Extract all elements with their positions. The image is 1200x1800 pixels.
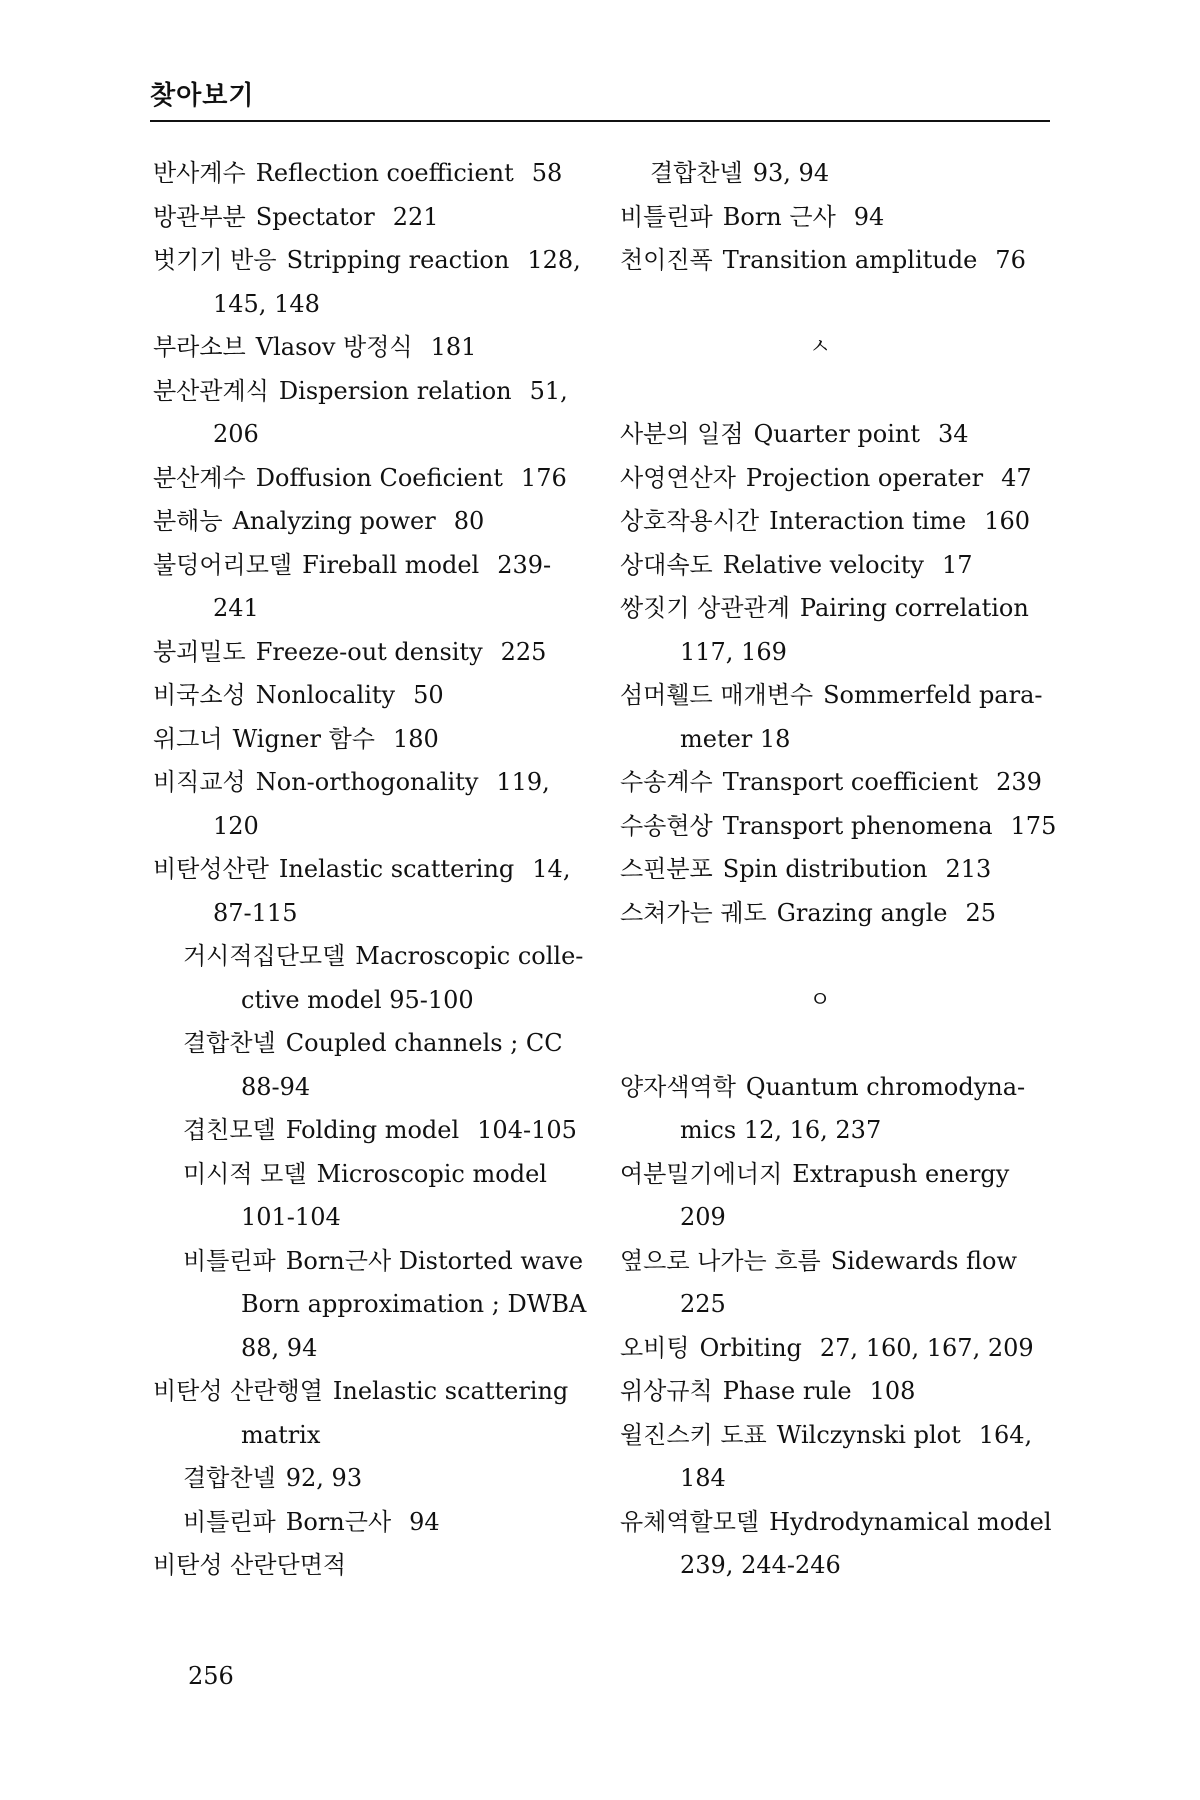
index-entry-continuation: Born approximation ; DWBA — [241, 1290, 587, 1318]
section-spacer — [620, 283, 1050, 327]
index-entry-continuation: 87-115 — [213, 898, 298, 927]
index-term-korean: 비탄성 산란행열 — [153, 1377, 323, 1405]
index-term-english: Wigner 함수 — [232, 724, 375, 753]
index-column-left — [153, 152, 603, 1588]
index-pages: 47 — [1001, 463, 1032, 492]
index-term-english: Phase rule — [722, 1377, 852, 1405]
index-entry — [153, 500, 603, 544]
index-entry — [620, 1501, 1050, 1545]
index-entry — [620, 1153, 1050, 1197]
index-term-english: Vlasov 방정식 — [255, 333, 413, 361]
index-term-english: Orbiting — [699, 1333, 802, 1362]
section-spacer — [620, 370, 1050, 414]
index-entry — [620, 1066, 1050, 1110]
section-spacer — [620, 935, 1050, 979]
index-term-korean: 방관부분 — [153, 202, 246, 231]
index-term-english: Reflection coefficient — [255, 159, 514, 187]
index-pages: 17 — [941, 550, 973, 579]
index-entry-continuation: 239, 244-246 — [680, 1551, 841, 1579]
index-term-english: Hydrodynamical model — [769, 1507, 1052, 1536]
index-term-english: Born 근사 — [722, 202, 836, 231]
index-term-english: Quantum chromodyna- — [745, 1072, 1026, 1101]
index-term-english: Born근사 Distorted wave — [285, 1246, 584, 1275]
index-term-korean: 겹친모델 — [183, 1116, 276, 1144]
index-term-english: Extrapush energy — [792, 1159, 1010, 1188]
index-pages: 50 — [413, 681, 444, 709]
index-entry — [620, 674, 1050, 718]
index-pages: 34 — [938, 420, 969, 448]
index-term-korean: 쌍짓기 상관관계 — [620, 594, 790, 622]
index-term-english: Interaction time — [769, 507, 967, 535]
index-pages: 164, — [978, 1420, 1033, 1449]
index-entry-continuation: 101-104 — [241, 1203, 341, 1231]
index-term-korean: 비틀린파 — [183, 1507, 276, 1536]
index-entry — [620, 892, 1050, 936]
section-heading: ㅇ — [809, 987, 831, 1013]
index-term-korean: 비탄성 산란단면적 — [153, 1551, 347, 1579]
index-entry — [153, 544, 603, 588]
index-pages: 181 — [430, 333, 477, 361]
index-entry — [620, 413, 1050, 457]
index-term-english: Projection operater — [745, 463, 984, 492]
index-entry-continuation: ctive model 95-100 — [241, 985, 474, 1014]
index-term-korean: 분해능 — [153, 507, 223, 535]
index-term-korean: 벗기기 반응 — [153, 246, 277, 274]
index-entry-continuation: 88-94 — [241, 1072, 311, 1101]
index-pages: 239 — [996, 768, 1042, 796]
index-entry — [153, 152, 603, 196]
index-term-korean: 윌진스키 도표 — [620, 1420, 767, 1449]
index-entry — [153, 326, 603, 370]
index-entry-continuation: 145, 148 — [213, 289, 320, 318]
index-term-english: Spin distribution — [722, 855, 928, 883]
index-term-english: Folding model — [285, 1116, 460, 1144]
index-entry — [153, 1370, 603, 1414]
index-term-english: Fireball model — [302, 550, 480, 579]
index-term-korean: 결합찬넬 — [183, 1029, 276, 1057]
index-term-english: Macroscopic colle- — [355, 942, 584, 970]
index-pages: 213 — [945, 855, 992, 883]
index-pages: 225 — [500, 637, 547, 666]
index-entry — [620, 239, 1050, 283]
index-term-korean: 비탄성산란 — [153, 855, 269, 883]
index-entry — [620, 805, 1057, 849]
index-pages: 176 — [520, 463, 567, 492]
index-entry — [153, 239, 603, 283]
index-pages: 239- — [497, 550, 552, 579]
index-term-english: Transport phenomena — [722, 811, 993, 840]
index-term-english: Wilczynski plot — [776, 1420, 961, 1449]
index-entry — [153, 631, 603, 675]
index-term-korean: 상호작용시간 — [620, 507, 760, 535]
index-entry-continuation: 241 — [213, 594, 259, 622]
section-spacer — [620, 1022, 1050, 1066]
index-term-english: Sidewards flow — [830, 1246, 1018, 1275]
index-subentry — [153, 1501, 603, 1545]
index-entry — [153, 674, 603, 718]
index-term-korean: 비직교성 — [153, 768, 246, 796]
index-term-english: Doffusion Coeficient — [255, 463, 503, 492]
index-entry — [620, 848, 1050, 892]
index-term-korean: 결합찬넬 — [650, 159, 743, 187]
index-subentry — [153, 935, 603, 979]
index-entry — [153, 370, 603, 414]
page-number: 256 — [188, 1662, 234, 1690]
index-entry — [153, 718, 603, 762]
index-term-english: Relative velocity — [722, 550, 924, 579]
index-entry — [620, 500, 1050, 544]
index-entry — [620, 1240, 1050, 1284]
index-pages: 221 — [392, 202, 439, 231]
index-entry-continuation: 209 — [680, 1203, 726, 1231]
index-term-english: Sommerfeld para- — [823, 681, 1043, 709]
section-heading: ㅅ — [809, 335, 831, 360]
index-entry — [153, 761, 603, 805]
index-pages: 180 — [392, 724, 439, 753]
index-term-korean: 비국소성 — [153, 681, 246, 709]
index-term-korean: 부라소브 — [153, 333, 246, 361]
index-term-korean: 위상규칙 — [620, 1377, 713, 1405]
index-pages: 119, — [496, 768, 550, 796]
index-term-korean: 거시적집단모델 — [183, 942, 346, 970]
index-subentry — [153, 1109, 603, 1153]
index-term-english: Born근사 — [285, 1507, 392, 1536]
index-term-korean: 사영연산자 — [620, 463, 736, 492]
index-entry-continuation: 88, 94 — [241, 1333, 318, 1362]
index-entry-continuation: matrix — [241, 1420, 321, 1449]
index-entry — [620, 457, 1050, 501]
index-term-korean: 유체역할모델 — [620, 1507, 760, 1536]
index-pages: 104-105 — [477, 1116, 577, 1144]
index-term-korean: 스쳐가는 궤도 — [620, 898, 767, 927]
index-term-korean: 오비팅 — [620, 1333, 690, 1362]
index-pages: 27, 160, 167, 209 — [819, 1333, 1034, 1362]
index-term-korean: 사분의 일점 — [620, 420, 744, 448]
index-term-korean: 스핀분포 — [620, 855, 713, 883]
index-term-korean: 상대속도 — [620, 550, 713, 579]
index-term-english: Nonlocality — [255, 681, 396, 709]
index-entry-continuation: 117, 169 — [680, 637, 787, 666]
index-term-english: Pairing correlation — [799, 594, 1029, 622]
index-subentry — [153, 1240, 603, 1284]
header-rule — [150, 120, 1050, 122]
index-term-english: Inelastic scattering — [278, 855, 515, 883]
index-term-korean: 불덩어리모델 — [153, 550, 293, 579]
index-term-english: Stripping reaction — [286, 246, 510, 274]
index-pages: 175 — [1010, 811, 1057, 840]
index-subentry — [153, 1022, 603, 1066]
index-term-korean: 섬머휄드 매개변수 — [620, 681, 814, 709]
index-pages: 80 — [453, 507, 485, 535]
index-entry — [620, 1414, 1050, 1458]
index-entry — [153, 1544, 603, 1588]
index-entry — [153, 848, 603, 892]
index-pages: 25 — [965, 898, 997, 927]
index-entry — [620, 544, 1050, 588]
index-entry-continuation: 184 — [680, 1464, 726, 1492]
index-subentry — [153, 1153, 603, 1197]
index-term-korean: 분산관계식 — [153, 376, 269, 405]
index-entry-continuation: 120 — [213, 811, 259, 840]
page-header-title: 찾아보기 — [150, 81, 255, 111]
index-term-english: 92, 93 — [285, 1464, 363, 1492]
index-entry-continuation: mics 12, 16, 237 — [680, 1116, 882, 1144]
index-entry-continuation: 206 — [213, 420, 259, 448]
index-term-korean: 옆으로 나가는 흐름 — [620, 1246, 821, 1275]
index-term-english: Non-orthogonality — [255, 768, 479, 796]
index-entry — [153, 457, 603, 501]
index-entry-continuation: meter 18 — [680, 724, 791, 753]
index-entry-continuation: 225 — [680, 1290, 726, 1318]
index-entry — [620, 587, 1050, 631]
index-term-korean: 비틀린파 — [183, 1246, 276, 1275]
index-entry — [620, 196, 1050, 240]
index-term-korean: 미시적 모델 — [183, 1159, 307, 1188]
index-term-korean: 양자색역학 — [620, 1072, 736, 1101]
index-pages: 76 — [995, 246, 1026, 274]
index-term-korean: 반사계수 — [153, 159, 246, 187]
index-term-korean: 천이진폭 — [620, 246, 713, 274]
index-entry — [620, 761, 1050, 805]
index-term-english: Transport coefficient — [722, 768, 979, 796]
index-term-english: 93, 94 — [752, 159, 830, 187]
index-subentry — [620, 152, 1050, 196]
index-entry — [620, 1370, 1050, 1414]
index-pages: 94 — [409, 1507, 440, 1536]
index-term-korean: 위그너 — [153, 724, 223, 753]
index-term-english: Spectator — [255, 202, 375, 231]
index-pages: 51, — [529, 376, 568, 405]
index-term-english: Freeze-out density — [255, 637, 483, 666]
index-pages: 128, — [527, 246, 581, 274]
index-term-english: Grazing angle — [776, 898, 948, 927]
index-entry — [153, 196, 603, 240]
index-pages: 58 — [531, 159, 563, 187]
index-term-korean: 수송현상 — [620, 811, 713, 840]
index-term-english: Quarter point — [753, 420, 921, 448]
index-term-english: Inelastic scattering — [332, 1377, 569, 1405]
index-term-korean: 붕괴밀도 — [153, 637, 246, 666]
index-term-english: Microscopic model — [316, 1159, 547, 1188]
index-term-korean: 비틀린파 — [620, 202, 713, 231]
index-term-english: Coupled channels ; CC — [285, 1029, 563, 1057]
index-column-right — [620, 152, 1057, 1588]
index-pages: 94 — [853, 202, 885, 231]
index-pages: 108 — [869, 1377, 916, 1405]
index-term-korean: 분산계수 — [153, 463, 246, 492]
index-subentry — [153, 1457, 603, 1501]
index-pages: 160 — [984, 507, 1031, 535]
index-term-english: Dispersion relation — [278, 376, 512, 405]
index-term-korean: 결합찬넬 — [183, 1464, 276, 1492]
index-term-english: Analyzing power — [232, 507, 436, 535]
index-term-english: Transition amplitude — [722, 246, 978, 274]
index-entry — [620, 1327, 1050, 1371]
index-pages: 14, — [532, 855, 571, 883]
index-term-korean: 여분밀기에너지 — [620, 1159, 783, 1188]
index-term-korean: 수송계수 — [620, 768, 713, 796]
